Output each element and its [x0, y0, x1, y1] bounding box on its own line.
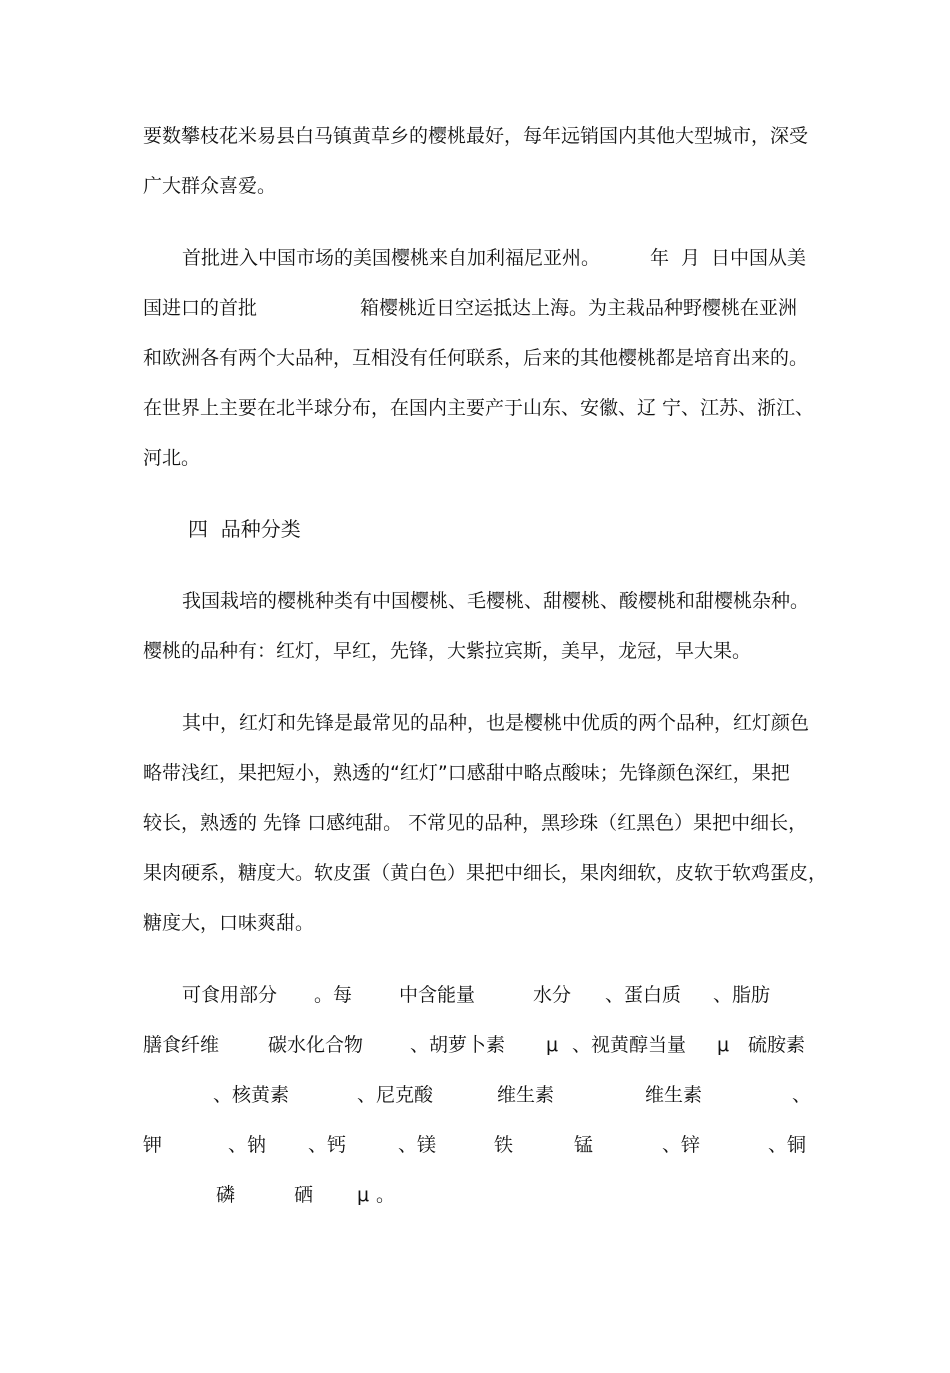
paragraph-2-text: 箱樱桃近日空运抵达上海。为主栽品种野樱桃在亚洲 — [360, 297, 798, 319]
nutrition-item: μ — [717, 1034, 730, 1056]
paragraph-3-line-2: 樱桃的品种有：红灯，早红，先锋，大紫拉宾斯，美早，龙冠，早大果。 — [143, 640, 752, 662]
nutrition-item: μ — [357, 1184, 370, 1206]
nutrition-item: 、镁 — [398, 1134, 437, 1156]
nutrition-item: 、尼克酸 — [357, 1084, 434, 1106]
nutrition-item: 、核黄素 — [213, 1084, 290, 1106]
nutrition-item: 、 — [792, 1084, 812, 1106]
nutrition-item: μ — [546, 1034, 559, 1056]
nutrition-item: 铁 — [494, 1134, 514, 1156]
paragraph-2-line-4: 在世界上主要在北半球分布，在国内主要产于山东、安徽、辽 宁、江苏、浙江、 — [143, 397, 815, 419]
paragraph-2-line-2 — [0, 296, 950, 392]
nutrition-item: 。每 — [314, 984, 353, 1006]
nutrition-item: 、脂肪 — [713, 984, 771, 1006]
paragraph-4-line-1: 其中，红灯和先锋是最常见的品种，也是樱桃中优质的两个品种，红灯颜色 — [182, 712, 810, 734]
section-heading: 四 品种分类 — [188, 517, 301, 541]
paragraph-1-line-1: 要数攀枝花米易县白马镇黄草乡的樱桃最好，每年远销国内其他大型城市，深受 — [143, 125, 809, 147]
paragraph-4-line-5: 糖度大，口味爽甜。 — [143, 912, 315, 934]
nutrition-item: 锰 — [574, 1134, 594, 1156]
paragraph-4-line-3: 较长，熟透的 先锋 口感纯甜。 不常见的品种，黑珍珠（红黑色）果把中细长， — [143, 812, 808, 834]
nutrition-item: 、视黄醇当量 — [572, 1034, 687, 1056]
paragraph-2-text: 首批进入中国市场的美国樱桃来自加利福尼亚州。 — [182, 247, 601, 269]
nutrition-item: 、锌 — [662, 1134, 701, 1156]
paragraph-2-year: 年 — [650, 247, 670, 269]
nutrition-item: 硫胺素 — [748, 1034, 806, 1056]
paragraph-1-line-2: 广大群众喜爱。 — [143, 175, 277, 197]
nutrition-item: 。 — [376, 1184, 396, 1206]
nutrition-item: 、胡萝卜素 — [410, 1034, 506, 1056]
nutrition-item: 膳食纤维 — [143, 1034, 220, 1056]
nutrition-item: 硒 — [294, 1184, 314, 1206]
nutrition-item: 可食用部分 — [182, 984, 278, 1006]
paragraph-3-line-1: 我国栽培的樱桃种类有中国樱桃、毛樱桃、甜樱桃、酸樱桃和甜樱桃杂种。 — [182, 590, 810, 612]
nutrition-item: 、钙 — [308, 1134, 347, 1156]
nutrition-line-5 — [0, 1183, 950, 1327]
paragraph-4-line-2: 略带浅红，果把短小，熟透的“红灯”口感甜中略点酸味；先锋颜色深红，果把 — [143, 762, 790, 784]
nutrition-item: 维生素 — [497, 1084, 555, 1106]
paragraph-2-day: 日中国从美 — [711, 247, 807, 269]
nutrition-item: 中含能量 — [399, 984, 476, 1006]
nutrition-item: 、铜 — [768, 1134, 807, 1156]
nutrition-item: 碳水化合物 — [268, 1034, 364, 1056]
paragraph-2-text: 国进口的首批 — [143, 297, 258, 319]
nutrition-item: 、钠 — [228, 1134, 267, 1156]
paragraph-2-line-5: 河北。 — [143, 447, 201, 469]
paragraph-2-line-3: 和欧洲各有两个大品种，互相没有任何联系，后来的其他樱桃都是培育出来的。 — [143, 347, 809, 369]
nutrition-item: 、蛋白质 — [605, 984, 682, 1006]
nutrition-item: 磷 — [216, 1184, 236, 1206]
paragraph-4-line-4: 果肉硬系，糖度大。软皮蛋（黄白色）果把中细长，果肉细软，皮软于软鸡蛋皮， — [143, 862, 828, 884]
nutrition-item: 维生素 — [645, 1084, 703, 1106]
paragraph-2-month: 月 — [681, 247, 701, 269]
nutrition-item: 水分 — [533, 984, 572, 1006]
nutrition-item: 钾 — [143, 1134, 163, 1156]
